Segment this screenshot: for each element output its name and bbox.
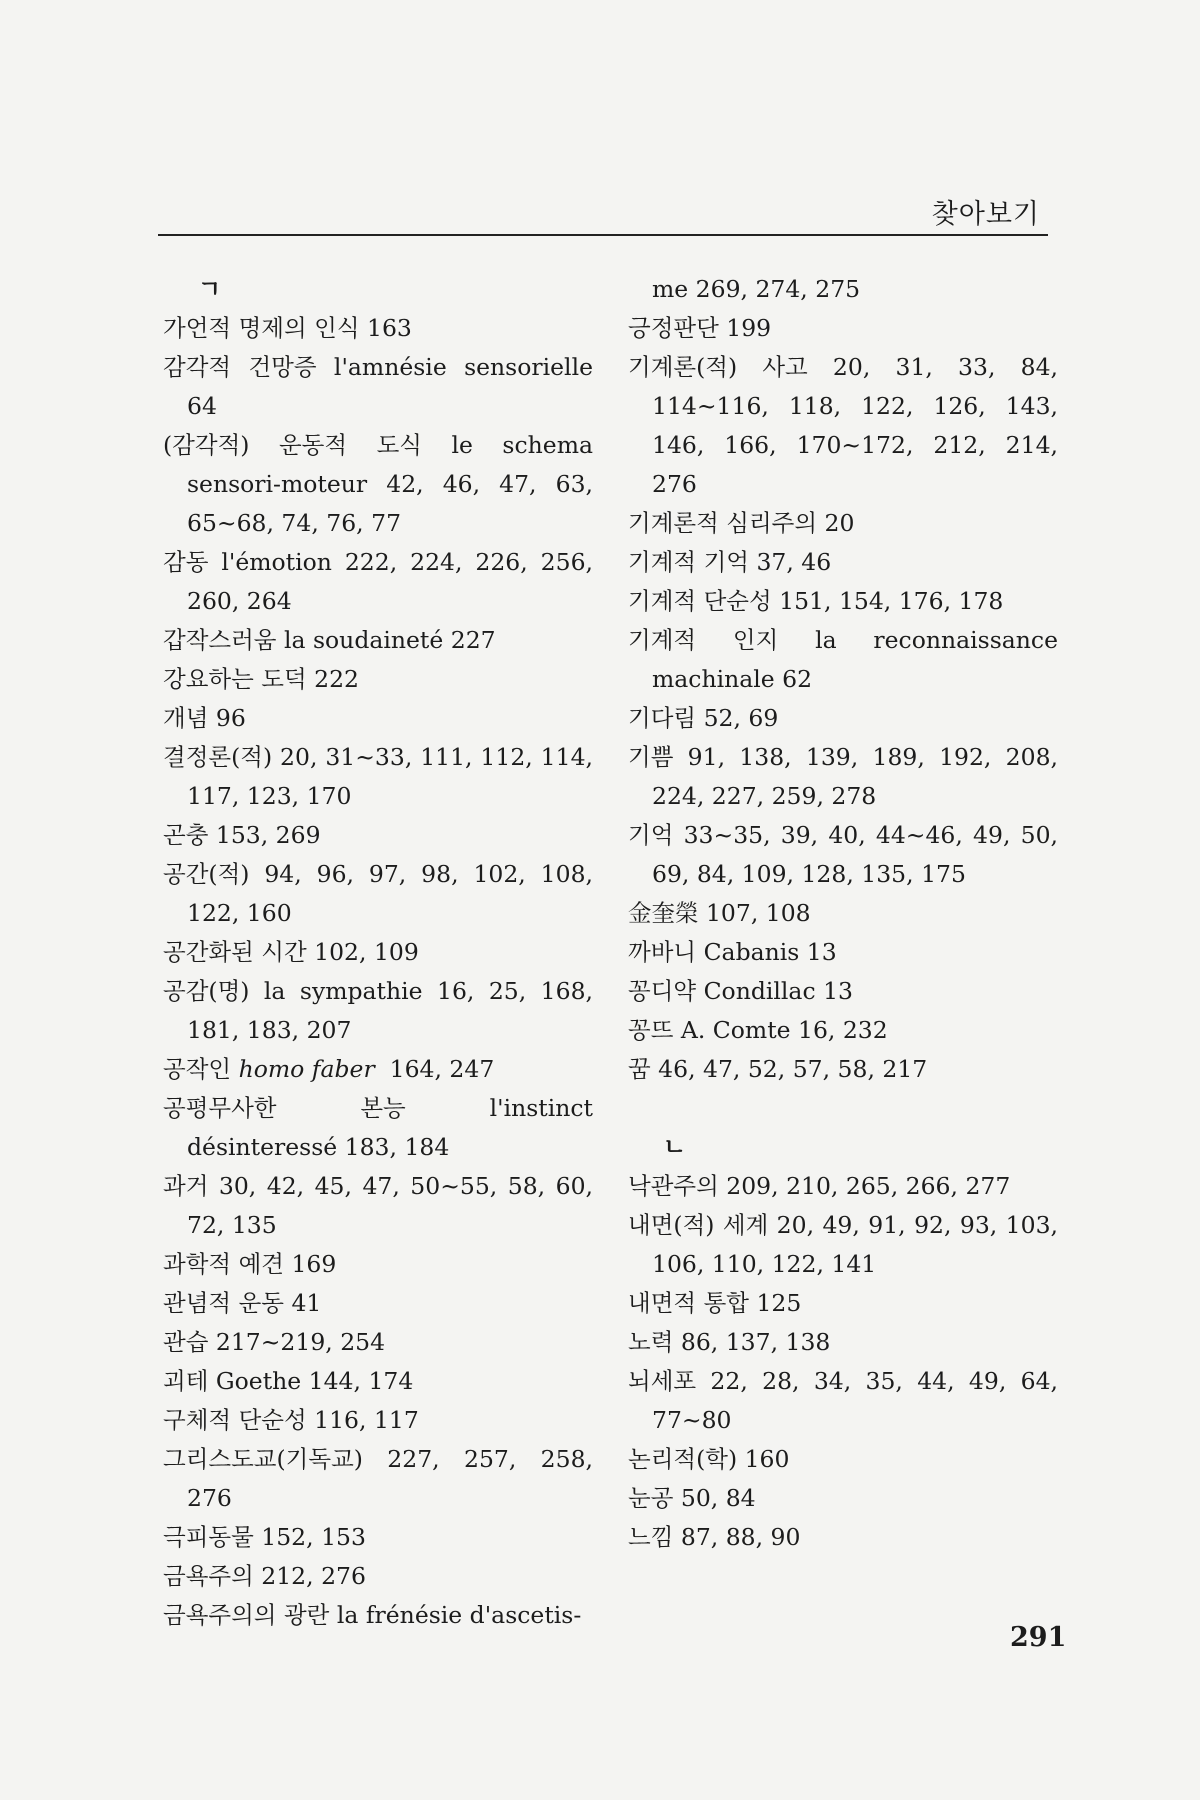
page-header-title: 찾아보기: [931, 199, 1040, 230]
index-entry: 구체적 단순성 116, 117: [163, 1406, 419, 1434]
entry-pages: 164, 247: [389, 1055, 495, 1083]
index-entry: 금욕주의 212, 276: [163, 1562, 366, 1590]
index-entry: 기계적 기억 37, 46: [628, 548, 832, 576]
index-column-left: [163, 270, 593, 1635]
index-entry: 노력 86, 137, 138: [628, 1328, 831, 1356]
index-column-right: [628, 270, 1058, 1557]
index-entry: 기계론(적) 사고 20, 31, 33, 84, 114~116, 118, 122, 126, 143, 146, 166, 170~172, 212, 214, 276: [628, 353, 1058, 498]
index-entry: 기계론적 심리주의 20: [628, 509, 855, 537]
index-entry: 느낌 87, 88, 90: [628, 1523, 801, 1551]
index-entry: 내면(적) 세계 20, 49, 91, 92, 93, 103, 106, 110, 122, 141: [628, 1211, 1058, 1278]
index-entry: 기쁨 91, 138, 139, 189, 192, 208, 224, 227, 259, 278: [628, 743, 1058, 810]
index-entry: 꽁디약 Condillac 13: [628, 977, 853, 1005]
index-entry: 내면적 통합 125: [628, 1289, 802, 1317]
index-entry: 기계적 인지 la reconnaissance machinale 62: [628, 626, 1058, 693]
entry-term: 공작인: [163, 1055, 232, 1083]
index-entry: 공평무사한 본능 l'instinct désinteressé 183, 184: [163, 1094, 593, 1161]
index-entry: 기억 33~35, 39, 40, 44~46, 49, 50, 69, 84, 109, 128, 135, 175: [628, 821, 1058, 888]
index-entry: 꽁뜨 A. Comte 16, 232: [628, 1016, 888, 1044]
index-entry: 까바니 Cabanis 13: [628, 938, 837, 966]
index-entry: 강요하는 도덕 222: [163, 665, 360, 693]
index-entry: 金奎榮 107, 108: [628, 899, 811, 927]
index-entry: 공감(명) la sympathie 16, 25, 168, 181, 183, 207: [163, 977, 593, 1044]
index-entry: 결정론(적) 20, 31~33, 111, 112, 114, 117, 123, 170: [163, 743, 593, 810]
index-entry: 과학적 예견 169: [163, 1250, 337, 1278]
index-entry: 뇌세포 22, 28, 34, 35, 44, 49, 64, 77~80: [628, 1367, 1058, 1434]
index-entry-homo-faber: [163, 1050, 593, 1089]
index-entry: 관념적 운동 41: [163, 1289, 322, 1317]
index-entry: 기계적 단순성 151, 154, 176, 178: [628, 587, 1004, 615]
index-entry: 기다림 52, 69: [628, 704, 779, 732]
entry-term-latin: homo faber: [238, 1055, 375, 1083]
index-entry: 과거 30, 42, 45, 47, 50~55, 58, 60, 72, 135: [163, 1172, 593, 1239]
index-entry: 낙관주의 209, 210, 265, 266, 277: [628, 1172, 1011, 1200]
section-gap: [628, 1089, 1058, 1128]
page-number: 291: [1010, 1622, 1067, 1653]
index-entry: 가언적 명제의 인식 163: [163, 314, 412, 342]
index-entry: 극피동물 152, 153: [163, 1523, 366, 1551]
index-entry: (감각적) 운동적 도식 le schema sensori-moteur 42, 46, 47, 63, 65~68, 74, 76, 77: [163, 431, 593, 537]
index-entry: 꿈 46, 47, 52, 57, 58, 217: [628, 1055, 928, 1083]
header-rule: [158, 234, 1048, 236]
index-entry: 감각적 건망증 l'amnésie sensorielle 64: [163, 353, 593, 420]
index-entry: 감동 l'émotion 222, 224, 226, 256, 260, 264: [163, 548, 593, 615]
index-entry: 관습 217~219, 254: [163, 1328, 386, 1356]
index-entry: 그리스도교(기독교) 227, 257, 258, 276: [163, 1445, 593, 1512]
index-entry: 갑작스러움 la soudaineté 227: [163, 626, 496, 654]
index-entry: 곤충 153, 269: [163, 821, 321, 849]
index-entry: 공간(적) 94, 96, 97, 98, 102, 108, 122, 160: [163, 860, 593, 927]
index-entry: 긍정판단 199: [628, 314, 772, 342]
index-entry: 괴테 Goethe 144, 174: [163, 1367, 414, 1395]
index-entry: 눈공 50, 84: [628, 1484, 756, 1512]
index-entry-continuation: me 269, 274, 275: [652, 275, 861, 303]
index-entry: 공간화된 시간 102, 109: [163, 938, 419, 966]
index-entry: 금욕주의의 광란 la frénésie d'ascetis-: [163, 1601, 582, 1629]
index-entry: 논리적(학) 160: [628, 1445, 790, 1473]
section-letter-g: ㄱ: [198, 275, 222, 303]
index-entry: 개념 96: [163, 704, 246, 732]
section-letter-n: ㄴ: [663, 1133, 687, 1161]
